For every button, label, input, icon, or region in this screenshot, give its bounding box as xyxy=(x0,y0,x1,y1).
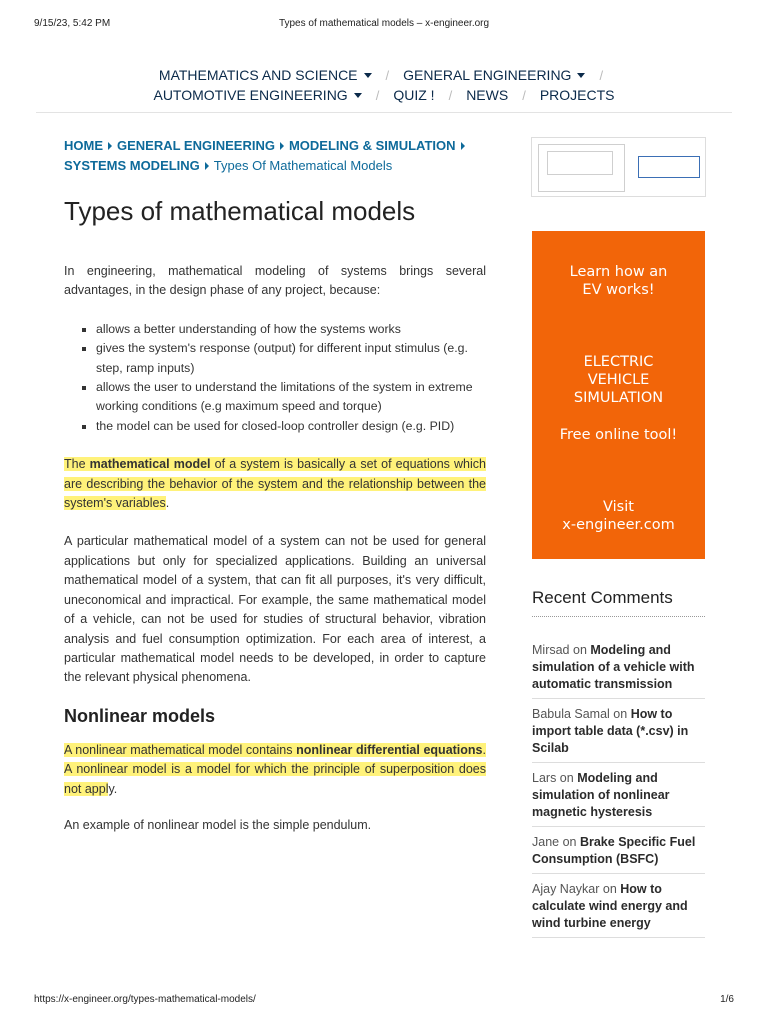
intro-paragraph: In engineering, mathematical modeling of systems brings several advantages, in the design phase of any project, because: xyxy=(64,264,486,298)
nav-separator: / xyxy=(522,87,526,103)
nav-item-automotive-engineering[interactable] xyxy=(149,87,365,103)
comment-author: Lars xyxy=(532,771,557,785)
breadcrumb xyxy=(64,136,494,176)
breadcrumb-systems-modeling[interactable]: SYSTEMS MODELING xyxy=(64,158,200,173)
list-item: ▪ the model can be used for closed-loop controller design (e.g. PID) xyxy=(96,417,486,436)
nav-separator: / xyxy=(599,67,604,83)
comment-on: on xyxy=(599,882,621,896)
divider xyxy=(532,873,705,874)
print-page-number: 1/6 xyxy=(720,994,734,1005)
search-button[interactable] xyxy=(638,156,700,178)
breadcrumb-general-engineering[interactable]: GENERAL ENGINEERING xyxy=(117,138,275,153)
pendulum-paragraph: An example of nonlinear model is the simple pendulum. xyxy=(64,817,372,832)
list-item xyxy=(532,706,705,757)
nav-item-mathematics-and-science[interactable] xyxy=(155,67,376,83)
caret-right-icon xyxy=(205,162,209,170)
ad-line: Free online tool! xyxy=(559,427,678,443)
nav-label: MATHEMATICS AND SCIENCE xyxy=(158,67,358,83)
search-input[interactable] xyxy=(547,151,613,175)
comment-on: on xyxy=(556,771,578,785)
nonlinear-end: y. xyxy=(108,781,118,796)
comment-post-link[interactable]: Brake Specific Fuel Consumption (BSFC) xyxy=(532,835,696,866)
nav-separator: / xyxy=(385,67,390,83)
caret-right-icon xyxy=(280,142,284,150)
comment-author: Jane xyxy=(532,835,560,849)
nav-item-projects[interactable]: PROJECTS xyxy=(539,87,615,103)
definition-pre: The xyxy=(64,457,90,472)
list-item xyxy=(532,770,705,821)
comment-post-link[interactable]: How to calculate wind energy and wind turbine energy xyxy=(532,882,688,930)
search-form-frame xyxy=(538,144,625,192)
comment-post-link[interactable]: Modeling and simulation of nonlinear magnetic hysteresis xyxy=(532,771,670,819)
ad-line: ELECTRIC xyxy=(583,354,654,370)
nav-separator: / xyxy=(375,87,380,103)
ad-line: VEHICLE xyxy=(587,372,650,388)
list-item xyxy=(532,834,705,868)
list-item: ▪ gives the system's response (output) for different input stimulus (e.g. step, ramp inputs) xyxy=(96,339,486,378)
nav-row-2 xyxy=(36,84,732,106)
divider xyxy=(532,762,705,763)
article-content xyxy=(64,262,486,835)
print-date: 9/15/23, 5:42 PM xyxy=(34,18,111,29)
definition-text: of a system is basically a set of equations which are describing the behavior of the system and the relationship between the system's variables xyxy=(64,457,486,511)
caret-right-icon xyxy=(461,142,465,150)
definition-term: mathematical model xyxy=(89,457,211,472)
breadcrumb-current: Types Of Mathematical Models xyxy=(213,158,393,173)
comment-author: Babula Samal xyxy=(532,707,610,721)
print-footer xyxy=(34,994,734,1008)
breadcrumb-modeling-simulation[interactable]: MODELING & SIMULATION xyxy=(288,138,456,153)
ad-line: Learn how an xyxy=(569,264,668,280)
print-url: https://x-engineer.org/types-mathematical-models/ xyxy=(34,994,256,1005)
ad-line: EV works! xyxy=(582,282,655,298)
nav-item-quiz[interactable]: QUIZ ! xyxy=(393,87,435,103)
list-item xyxy=(532,642,705,693)
page-title: Types of mathematical models xyxy=(64,196,416,226)
list-item: ▪ allows a better understanding of how the systems works xyxy=(96,320,486,339)
nonlinear-term: nonlinear differential equations xyxy=(296,742,483,757)
nav-item-general-engineering[interactable] xyxy=(399,67,589,83)
nav-label: GENERAL ENGINEERING xyxy=(403,67,572,83)
nav-row-1 xyxy=(36,64,732,86)
nav-item-news[interactable]: NEWS xyxy=(466,87,509,103)
nav-label: AUTOMOTIVE ENGINEERING xyxy=(153,87,348,103)
chevron-down-icon xyxy=(577,73,585,78)
breadcrumb-home[interactable]: HOME xyxy=(64,138,103,153)
divider xyxy=(532,698,705,699)
comment-on: on xyxy=(559,835,580,849)
search-widget xyxy=(531,137,706,197)
comment-author: Mirsad xyxy=(532,643,570,657)
list-item: ▪ allows the user to understand the limitations of the system in extreme working conditions (e.g maximum speed and torque) xyxy=(96,378,486,417)
advantages-list xyxy=(64,320,486,436)
comment-on: on xyxy=(609,707,631,721)
ev-simulation-ad[interactable] xyxy=(532,231,705,559)
section-heading-nonlinear: Nonlinear models xyxy=(64,705,216,726)
nonlinear-text: . A nonlinear model is a model for which the principle of superposition does not appl xyxy=(64,742,486,796)
definition-end: . xyxy=(165,496,170,511)
list-item xyxy=(532,881,705,932)
print-header xyxy=(34,18,734,32)
ad-line: SIMULATION xyxy=(573,390,664,406)
divider xyxy=(532,937,705,938)
chevron-down-icon xyxy=(364,73,372,78)
ad-line: Visit xyxy=(603,499,634,515)
chevron-down-icon xyxy=(354,93,362,98)
definition-paragraph xyxy=(64,455,486,513)
comment-author: Ajay Naykar xyxy=(532,882,600,896)
ad-line: x-engineer.com xyxy=(562,517,675,533)
nonlinear-paragraph xyxy=(64,741,486,799)
nav-separator: / xyxy=(448,87,453,103)
comment-on: on xyxy=(569,643,591,657)
paragraph-2: A particular mathematical model of a system can not be used for general applications but only for specialized applications. Building an universal mathematical model of a system, that can fit all purposes, it's very difficult, uneconomical and impractical. For example, the same mathematical model of a vehicle, can not be used for studies of structural behavior, vibration analysis and fuel consumption optimization. For each area of interest, a particular mathematical model needs to be developed, in order to capture the relevant physical phenomena. xyxy=(64,534,486,685)
comment-post-link[interactable]: Modeling and simulation of a vehicle with automatic transmission xyxy=(532,643,695,691)
recent-comments-title: Recent Comments xyxy=(532,588,673,607)
nonlinear-pre: A nonlinear mathematical model contains xyxy=(64,742,297,757)
print-title: Types of mathematical models – x-engineer.org xyxy=(278,18,490,29)
divider xyxy=(532,826,705,827)
main-navigation xyxy=(36,64,732,113)
dotted-divider xyxy=(532,616,705,617)
comment-post-link[interactable]: How to import table data (*.csv) in Scilab xyxy=(532,707,689,755)
caret-right-icon xyxy=(108,142,112,150)
